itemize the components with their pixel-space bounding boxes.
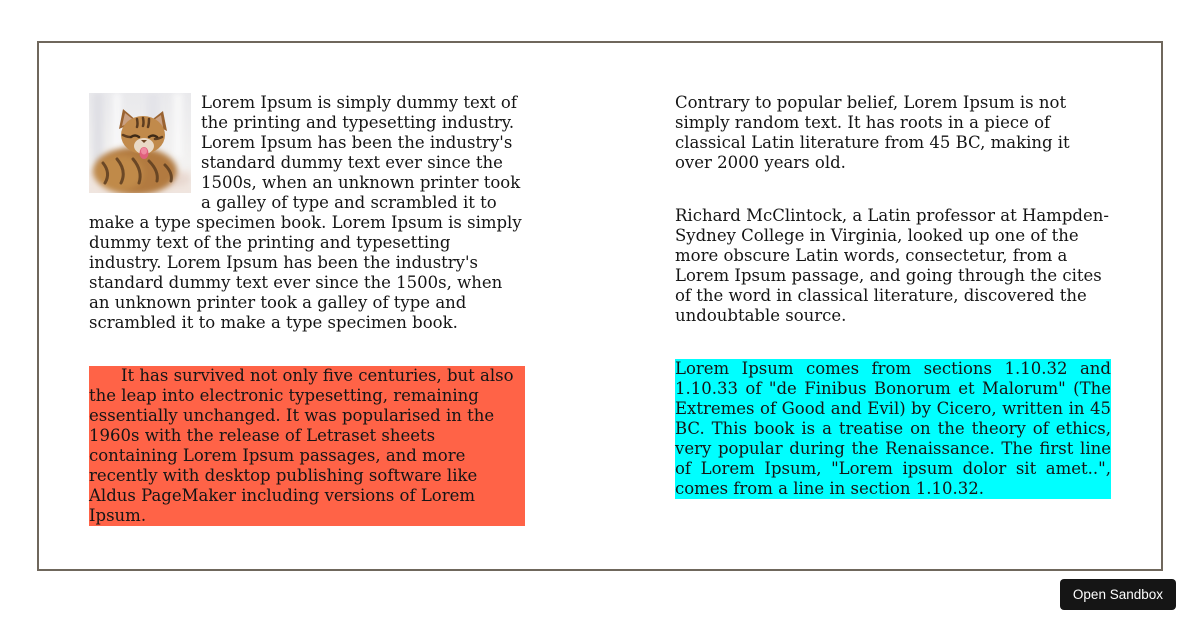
open-sandbox-button[interactable]: Open Sandbox (1060, 579, 1176, 610)
cicero-paragraph-highlight-cyan: Lorem Ipsum comes from sections 1.10.32 and 1.10.33 of "de Finibus Bonorum et Malorum" (The Extremes of Good and Evil) by Cicero, written in 45 BC. This book is a treatise on the theory of ethics, very popular during the Renaissance. The first line of Lorem Ipsum, "Lorem ipsum dolor sit amet..", comes from a line in section 1.10.32. (675, 359, 1111, 498)
right-column (675, 93, 1111, 559)
intro-paragraph-text: Lorem Ipsum is simply dummy text of the printing and typesetting industry. Lorem Ipsum has been the industry's standard dummy text ever since the 1500s, when an unknown printer took a galley of type and scrambled it to make a type specimen book. Lorem Ipsum is simply dummy text of the printing and typesetting industry. Lorem Ipsum has been the industry's standard dummy text ever since the 1500s, when an unknown printer took a galley of type and scrambled it to make a type specimen book. (89, 93, 522, 332)
article-frame (37, 41, 1163, 571)
intro-paragraph (89, 93, 525, 333)
mcclintock-paragraph: Richard McClintock, a Latin professor at Hampden-Sydney College in Virginia, looked up one of the more obscure Latin words, consectetur, from a Lorem Ipsum passage, and going through the cites of the word in classical literature, discovered the undoubtable source. (675, 206, 1109, 325)
belief-paragraph: Contrary to popular belief, Lorem Ipsum is not simply random text. It has roots in a piece of classical Latin literature from 45 BC, making it over 2000 years old. (675, 93, 1070, 172)
cat-image (89, 93, 191, 193)
two-column-layout (39, 43, 1161, 609)
history-paragraph-highlight-red: It has survived not only five centuries, but also the leap into electronic typesetting, remaining essentially unchanged. It was popularised in the 1960s with the release of Letraset sheets containing Lorem Ipsum passages, and more recently with desktop publishing software like Aldus PageMaker including versions of Lorem Ipsum. (89, 366, 525, 526)
left-column (89, 93, 525, 559)
